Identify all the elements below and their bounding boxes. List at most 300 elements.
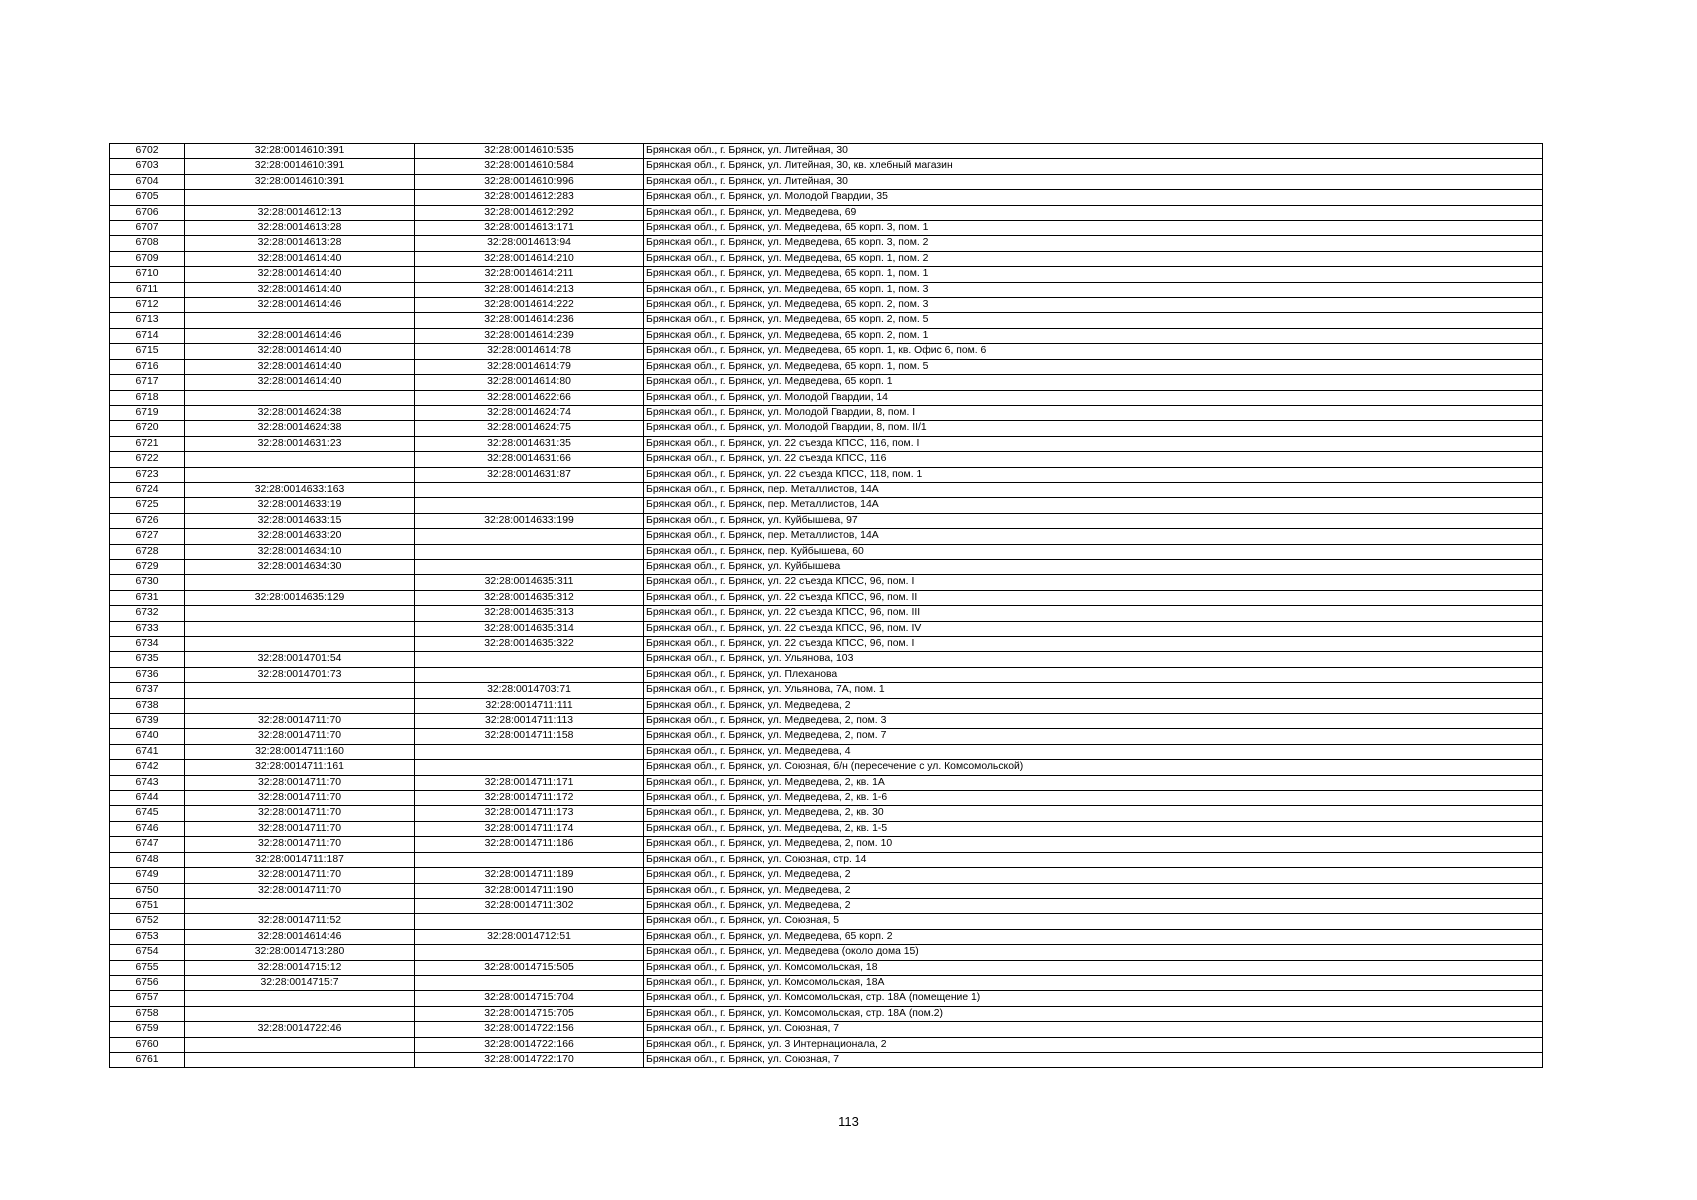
object-cadastral-number-cell: 32:28:0014715:704 xyxy=(415,991,644,1006)
table-row xyxy=(110,452,1543,467)
address-cell: Брянская обл., г. Брянск, ул. Союзная, стр. 14 xyxy=(644,852,1543,867)
address-cell: Брянская обл., г. Брянск, ул. Комсомольская, 18 xyxy=(644,960,1543,975)
land-cadastral-number-cell xyxy=(185,683,415,698)
address-cell: Брянская обл., г. Брянск, ул. Медведева (около дома 15) xyxy=(644,945,1543,960)
object-cadastral-number-cell: 32:28:0014703:71 xyxy=(415,683,644,698)
address-cell: Брянская обл., г. Брянск, ул. Литейная, 30, кв. хлебный магазин xyxy=(644,159,1543,174)
land-cadastral-number-cell xyxy=(185,637,415,652)
row-number-cell: 6736 xyxy=(110,667,185,682)
table-row xyxy=(110,421,1543,436)
object-cadastral-number-cell: 32:28:0014715:705 xyxy=(415,1006,644,1021)
table-row xyxy=(110,221,1543,236)
address-cell: Брянская обл., г. Брянск, ул. Куйбышева, 97 xyxy=(644,513,1543,528)
land-cadastral-number-cell: 32:28:0014610:391 xyxy=(185,159,415,174)
land-cadastral-number-cell: 32:28:0014614:40 xyxy=(185,267,415,282)
address-cell: Брянская обл., г. Брянск, ул. Медведева, 65 корп. 3, пом. 1 xyxy=(644,221,1543,236)
object-cadastral-number-cell: 32:28:0014614:222 xyxy=(415,298,644,313)
address-cell: Брянская обл., г. Брянск, ул. Медведева, 65 корп. 2, пом. 5 xyxy=(644,313,1543,328)
object-cadastral-number-cell: 32:28:0014631:35 xyxy=(415,436,644,451)
object-cadastral-number-cell xyxy=(415,667,644,682)
address-cell: Брянская обл., г. Брянск, ул. Медведева, 65 корп. 1, пом. 3 xyxy=(644,282,1543,297)
address-cell: Брянская обл., г. Брянск, ул. Союзная, б/н (пересечение с ул. Комсомольской) xyxy=(644,760,1543,775)
land-cadastral-number-cell: 32:28:0014711:70 xyxy=(185,791,415,806)
row-number-cell: 6729 xyxy=(110,559,185,574)
table-row xyxy=(110,821,1543,836)
object-cadastral-number-cell: 32:28:0014711:302 xyxy=(415,898,644,913)
land-cadastral-number-cell: 32:28:0014613:28 xyxy=(185,221,415,236)
land-cadastral-number-cell: 32:28:0014614:40 xyxy=(185,359,415,374)
row-number-cell: 6733 xyxy=(110,621,185,636)
table-row xyxy=(110,714,1543,729)
object-cadastral-number-cell: 32:28:0014614:210 xyxy=(415,251,644,266)
object-cadastral-number-cell xyxy=(415,975,644,990)
object-cadastral-number-cell xyxy=(415,914,644,929)
table-row xyxy=(110,975,1543,990)
land-cadastral-number-cell: 32:28:0014713:280 xyxy=(185,945,415,960)
address-cell: Брянская обл., г. Брянск, ул. Медведева, 2 xyxy=(644,898,1543,913)
land-cadastral-number-cell: 32:28:0014711:187 xyxy=(185,852,415,867)
object-cadastral-number-cell xyxy=(415,559,644,574)
table-row xyxy=(110,1052,1543,1067)
land-cadastral-number-cell: 32:28:0014711:70 xyxy=(185,837,415,852)
object-cadastral-number-cell: 32:28:0014624:75 xyxy=(415,421,644,436)
address-cell: Брянская обл., г. Брянск, ул. Медведева, 2 xyxy=(644,883,1543,898)
registry-table xyxy=(109,143,1543,1068)
land-cadastral-number-cell: 32:28:0014633:163 xyxy=(185,482,415,497)
land-cadastral-number-cell xyxy=(185,606,415,621)
land-cadastral-number-cell: 32:28:0014614:46 xyxy=(185,298,415,313)
row-number-cell: 6741 xyxy=(110,744,185,759)
row-number-cell: 6744 xyxy=(110,791,185,806)
address-cell: Брянская обл., г. Брянск, ул. Медведева, 2, пом. 10 xyxy=(644,837,1543,852)
table-row xyxy=(110,606,1543,621)
registry-table-body xyxy=(110,144,1543,1068)
row-number-cell: 6718 xyxy=(110,390,185,405)
land-cadastral-number-cell: 32:28:0014633:20 xyxy=(185,529,415,544)
table-row xyxy=(110,683,1543,698)
land-cadastral-number-cell: 32:28:0014722:46 xyxy=(185,1022,415,1037)
land-cadastral-number-cell: 32:28:0014715:7 xyxy=(185,975,415,990)
table-row xyxy=(110,1022,1543,1037)
table-row xyxy=(110,298,1543,313)
land-cadastral-number-cell xyxy=(185,452,415,467)
table-row xyxy=(110,159,1543,174)
address-cell: Брянская обл., г. Брянск, ул. 22 съезда КПСС, 96, пом. I xyxy=(644,637,1543,652)
object-cadastral-number-cell: 32:28:0014635:322 xyxy=(415,637,644,652)
row-number-cell: 6713 xyxy=(110,313,185,328)
table-row xyxy=(110,960,1543,975)
row-number-cell: 6731 xyxy=(110,590,185,605)
row-number-cell: 6753 xyxy=(110,929,185,944)
table-row xyxy=(110,637,1543,652)
land-cadastral-number-cell: 32:28:0014711:70 xyxy=(185,729,415,744)
table-row xyxy=(110,744,1543,759)
address-cell: Брянская обл., г. Брянск, ул. 22 съезда КПСС, 118, пом. 1 xyxy=(644,467,1543,482)
land-cadastral-number-cell: 32:28:0014613:28 xyxy=(185,236,415,251)
row-number-cell: 6754 xyxy=(110,945,185,960)
row-number-cell: 6735 xyxy=(110,652,185,667)
land-cadastral-number-cell: 32:28:0014614:40 xyxy=(185,282,415,297)
row-number-cell: 6717 xyxy=(110,375,185,390)
table-row xyxy=(110,513,1543,528)
land-cadastral-number-cell: 32:28:0014614:40 xyxy=(185,251,415,266)
row-number-cell: 6721 xyxy=(110,436,185,451)
table-row xyxy=(110,667,1543,682)
row-number-cell: 6739 xyxy=(110,714,185,729)
address-cell: Брянская обл., г. Брянск, ул. Ульянова, 103 xyxy=(644,652,1543,667)
object-cadastral-number-cell: 32:28:0014711:190 xyxy=(415,883,644,898)
address-cell: Брянская обл., г. Брянск, ул. Союзная, 7 xyxy=(644,1022,1543,1037)
land-cadastral-number-cell: 32:28:0014711:70 xyxy=(185,714,415,729)
address-cell: Брянская обл., г. Брянск, ул. Медведева, 2, пом. 3 xyxy=(644,714,1543,729)
object-cadastral-number-cell: 32:28:0014722:170 xyxy=(415,1052,644,1067)
object-cadastral-number-cell: 32:28:0014712:51 xyxy=(415,929,644,944)
address-cell: Брянская обл., г. Брянск, ул. Плеханова xyxy=(644,667,1543,682)
land-cadastral-number-cell: 32:28:0014701:73 xyxy=(185,667,415,682)
address-cell: Брянская обл., г. Брянск, ул. Ульянова, 7А, пом. 1 xyxy=(644,683,1543,698)
row-number-cell: 6723 xyxy=(110,467,185,482)
row-number-cell: 6708 xyxy=(110,236,185,251)
address-cell: Брянская обл., г. Брянск, пер. Металлистов, 14А xyxy=(644,529,1543,544)
row-number-cell: 6742 xyxy=(110,760,185,775)
address-cell: Брянская обл., г. Брянск, пер. Металлистов, 14А xyxy=(644,482,1543,497)
object-cadastral-number-cell xyxy=(415,482,644,497)
row-number-cell: 6759 xyxy=(110,1022,185,1037)
row-number-cell: 6761 xyxy=(110,1052,185,1067)
land-cadastral-number-cell xyxy=(185,621,415,636)
address-cell: Брянская обл., г. Брянск, ул. Медведева, 65 корп. 3, пом. 2 xyxy=(644,236,1543,251)
land-cadastral-number-cell: 32:28:0014614:40 xyxy=(185,375,415,390)
table-row xyxy=(110,267,1543,282)
address-cell: Брянская обл., г. Брянск, ул. Союзная, 5 xyxy=(644,914,1543,929)
address-cell: Брянская обл., г. Брянск, ул. 22 съезда КПСС, 116 xyxy=(644,452,1543,467)
land-cadastral-number-cell: 32:28:0014711:70 xyxy=(185,775,415,790)
table-row xyxy=(110,174,1543,189)
row-number-cell: 6704 xyxy=(110,174,185,189)
land-cadastral-number-cell: 32:28:0014610:391 xyxy=(185,174,415,189)
table-row xyxy=(110,482,1543,497)
table-row xyxy=(110,405,1543,420)
row-number-cell: 6719 xyxy=(110,405,185,420)
address-cell: Брянская обл., г. Брянск, ул. Куйбышева xyxy=(644,559,1543,574)
table-row xyxy=(110,544,1543,559)
address-cell: Брянская обл., г. Брянск, ул. Молодой Гвардии, 35 xyxy=(644,190,1543,205)
land-cadastral-number-cell xyxy=(185,1037,415,1052)
object-cadastral-number-cell: 32:28:0014622:66 xyxy=(415,390,644,405)
row-number-cell: 6756 xyxy=(110,975,185,990)
object-cadastral-number-cell: 32:28:0014614:213 xyxy=(415,282,644,297)
object-cadastral-number-cell xyxy=(415,544,644,559)
address-cell: Брянская обл., г. Брянск, ул. Медведева, 65 корп. 1, пом. 2 xyxy=(644,251,1543,266)
address-cell: Брянская обл., г. Брянск, ул. 22 съезда КПСС, 96, пом. I xyxy=(644,575,1543,590)
land-cadastral-number-cell xyxy=(185,1052,415,1067)
object-cadastral-number-cell: 32:28:0014711:113 xyxy=(415,714,644,729)
row-number-cell: 6749 xyxy=(110,868,185,883)
table-row xyxy=(110,144,1543,159)
table-row xyxy=(110,929,1543,944)
land-cadastral-number-cell xyxy=(185,390,415,405)
object-cadastral-number-cell: 32:28:0014635:311 xyxy=(415,575,644,590)
address-cell: Брянская обл., г. Брянск, ул. Медведева, 65 корп. 2, пом. 3 xyxy=(644,298,1543,313)
table-row xyxy=(110,390,1543,405)
land-cadastral-number-cell: 32:28:0014711:52 xyxy=(185,914,415,929)
land-cadastral-number-cell: 32:28:0014634:30 xyxy=(185,559,415,574)
table-row xyxy=(110,806,1543,821)
address-cell: Брянская обл., г. Брянск, ул. Комсомольская, стр. 18А (помещение 1) xyxy=(644,991,1543,1006)
row-number-cell: 6738 xyxy=(110,698,185,713)
address-cell: Брянская обл., г. Брянск, пер. Куйбышева, 60 xyxy=(644,544,1543,559)
row-number-cell: 6711 xyxy=(110,282,185,297)
row-number-cell: 6722 xyxy=(110,452,185,467)
row-number-cell: 6709 xyxy=(110,251,185,266)
object-cadastral-number-cell: 32:28:0014610:996 xyxy=(415,174,644,189)
page-number: 113 xyxy=(838,1114,859,1129)
address-cell: Брянская обл., г. Брянск, ул. Медведева, 69 xyxy=(644,205,1543,220)
land-cadastral-number-cell xyxy=(185,991,415,1006)
row-number-cell: 6724 xyxy=(110,482,185,497)
address-cell: Брянская обл., г. Брянск, ул. 3 Интернационала, 2 xyxy=(644,1037,1543,1052)
address-cell: Брянская обл., г. Брянск, ул. Молодой Гвардии, 14 xyxy=(644,390,1543,405)
address-cell: Брянская обл., г. Брянск, ул. Медведева, 65 корп. 1 xyxy=(644,375,1543,390)
table-row xyxy=(110,559,1543,574)
land-cadastral-number-cell: 32:28:0014711:70 xyxy=(185,883,415,898)
table-row xyxy=(110,991,1543,1006)
table-row xyxy=(110,729,1543,744)
address-cell: Брянская обл., г. Брянск, ул. Медведева, 2 xyxy=(644,698,1543,713)
address-cell: Брянская обл., г. Брянск, ул. Литейная, 30 xyxy=(644,174,1543,189)
land-cadastral-number-cell: 32:28:0014711:70 xyxy=(185,806,415,821)
address-cell: Брянская обл., г. Брянск, ул. Медведева, 2, пом. 7 xyxy=(644,729,1543,744)
table-row xyxy=(110,529,1543,544)
object-cadastral-number-cell xyxy=(415,498,644,513)
land-cadastral-number-cell: 32:28:0014614:46 xyxy=(185,929,415,944)
object-cadastral-number-cell: 32:28:0014614:236 xyxy=(415,313,644,328)
table-row xyxy=(110,621,1543,636)
row-number-cell: 6734 xyxy=(110,637,185,652)
row-number-cell: 6745 xyxy=(110,806,185,821)
table-row xyxy=(110,775,1543,790)
land-cadastral-number-cell: 32:28:0014634:10 xyxy=(185,544,415,559)
land-cadastral-number-cell: 32:28:0014610:391 xyxy=(185,144,415,159)
land-cadastral-number-cell: 32:28:0014635:129 xyxy=(185,590,415,605)
row-number-cell: 6751 xyxy=(110,898,185,913)
object-cadastral-number-cell: 32:28:0014711:158 xyxy=(415,729,644,744)
table-row xyxy=(110,1037,1543,1052)
land-cadastral-number-cell: 32:28:0014633:19 xyxy=(185,498,415,513)
land-cadastral-number-cell: 32:28:0014711:161 xyxy=(185,760,415,775)
row-number-cell: 6702 xyxy=(110,144,185,159)
address-cell: Брянская обл., г. Брянск, ул. Медведева, 2 xyxy=(644,868,1543,883)
row-number-cell: 6746 xyxy=(110,821,185,836)
land-cadastral-number-cell xyxy=(185,1006,415,1021)
address-cell: Брянская обл., г. Брянск, ул. Комсомольская, 18А xyxy=(644,975,1543,990)
row-number-cell: 6750 xyxy=(110,883,185,898)
address-cell: Брянская обл., г. Брянск, ул. 22 съезда КПСС, 116, пом. I xyxy=(644,436,1543,451)
row-number-cell: 6730 xyxy=(110,575,185,590)
row-number-cell: 6712 xyxy=(110,298,185,313)
row-number-cell: 6752 xyxy=(110,914,185,929)
object-cadastral-number-cell xyxy=(415,945,644,960)
address-cell: Брянская обл., г. Брянск, пер. Металлистов, 14А xyxy=(644,498,1543,513)
address-cell: Брянская обл., г. Брянск, ул. Молодой Гвардии, 8, пом. II/1 xyxy=(644,421,1543,436)
table-row xyxy=(110,837,1543,852)
table-row xyxy=(110,375,1543,390)
table-row xyxy=(110,467,1543,482)
land-cadastral-number-cell: 32:28:0014711:70 xyxy=(185,868,415,883)
table-row xyxy=(110,868,1543,883)
table-row xyxy=(110,236,1543,251)
table-row xyxy=(110,898,1543,913)
object-cadastral-number-cell: 32:28:0014711:111 xyxy=(415,698,644,713)
land-cadastral-number-cell: 32:28:0014614:46 xyxy=(185,328,415,343)
land-cadastral-number-cell: 32:28:0014715:12 xyxy=(185,960,415,975)
object-cadastral-number-cell: 32:28:0014614:239 xyxy=(415,328,644,343)
row-number-cell: 6716 xyxy=(110,359,185,374)
table-row xyxy=(110,791,1543,806)
row-number-cell: 6714 xyxy=(110,328,185,343)
address-cell: Брянская обл., г. Брянск, ул. Медведева, 65 корп. 1, пом. 5 xyxy=(644,359,1543,374)
object-cadastral-number-cell: 32:28:0014711:173 xyxy=(415,806,644,821)
address-cell: Брянская обл., г. Брянск, ул. 22 съезда КПСС, 96, пом. III xyxy=(644,606,1543,621)
object-cadastral-number-cell: 32:28:0014614:79 xyxy=(415,359,644,374)
object-cadastral-number-cell: 32:28:0014711:172 xyxy=(415,791,644,806)
object-cadastral-number-cell: 32:28:0014722:166 xyxy=(415,1037,644,1052)
land-cadastral-number-cell: 32:28:0014614:40 xyxy=(185,344,415,359)
address-cell: Брянская обл., г. Брянск, ул. Комсомольская, стр. 18А (пом.2) xyxy=(644,1006,1543,1021)
row-number-cell: 6755 xyxy=(110,960,185,975)
object-cadastral-number-cell: 32:28:0014614:80 xyxy=(415,375,644,390)
table-row xyxy=(110,883,1543,898)
table-row xyxy=(110,359,1543,374)
table-row xyxy=(110,282,1543,297)
row-number-cell: 6757 xyxy=(110,991,185,1006)
land-cadastral-number-cell: 32:28:0014701:54 xyxy=(185,652,415,667)
land-cadastral-number-cell: 32:28:0014624:38 xyxy=(185,421,415,436)
object-cadastral-number-cell: 32:28:0014631:87 xyxy=(415,467,644,482)
land-cadastral-number-cell xyxy=(185,313,415,328)
object-cadastral-number-cell: 32:28:0014633:199 xyxy=(415,513,644,528)
address-cell: Брянская обл., г. Брянск, ул. Медведева, 65 корп. 1, кв. Офис 6, пом. 6 xyxy=(644,344,1543,359)
row-number-cell: 6703 xyxy=(110,159,185,174)
row-number-cell: 6727 xyxy=(110,529,185,544)
land-cadastral-number-cell xyxy=(185,698,415,713)
object-cadastral-number-cell xyxy=(415,760,644,775)
object-cadastral-number-cell: 32:28:0014614:78 xyxy=(415,344,644,359)
row-number-cell: 6725 xyxy=(110,498,185,513)
table-row xyxy=(110,652,1543,667)
address-cell: Брянская обл., г. Брянск, ул. Медведева, 2, кв. 1-5 xyxy=(644,821,1543,836)
row-number-cell: 6706 xyxy=(110,205,185,220)
table-row xyxy=(110,190,1543,205)
object-cadastral-number-cell: 32:28:0014715:505 xyxy=(415,960,644,975)
land-cadastral-number-cell: 32:28:0014631:23 xyxy=(185,436,415,451)
object-cadastral-number-cell: 32:28:0014612:283 xyxy=(415,190,644,205)
object-cadastral-number-cell: 32:28:0014635:314 xyxy=(415,621,644,636)
row-number-cell: 6715 xyxy=(110,344,185,359)
table-row xyxy=(110,328,1543,343)
object-cadastral-number-cell: 32:28:0014635:312 xyxy=(415,590,644,605)
land-cadastral-number-cell: 32:28:0014711:70 xyxy=(185,821,415,836)
table-row xyxy=(110,698,1543,713)
object-cadastral-number-cell: 32:28:0014711:171 xyxy=(415,775,644,790)
row-number-cell: 6720 xyxy=(110,421,185,436)
object-cadastral-number-cell xyxy=(415,744,644,759)
object-cadastral-number-cell xyxy=(415,852,644,867)
table-row xyxy=(110,251,1543,266)
object-cadastral-number-cell: 32:28:0014610:535 xyxy=(415,144,644,159)
table-row xyxy=(110,205,1543,220)
row-number-cell: 6758 xyxy=(110,1006,185,1021)
table-row xyxy=(110,575,1543,590)
address-cell: Брянская обл., г. Брянск, ул. Медведева, 65 корп. 2 xyxy=(644,929,1543,944)
address-cell: Брянская обл., г. Брянск, ул. Медведева, 65 корп. 1, пом. 1 xyxy=(644,267,1543,282)
address-cell: Брянская обл., г. Брянск, ул. Медведева, 2, кв. 1А xyxy=(644,775,1543,790)
row-number-cell: 6710 xyxy=(110,267,185,282)
row-number-cell: 6707 xyxy=(110,221,185,236)
address-cell: Брянская обл., г. Брянск, ул. Медведева, 2, кв. 30 xyxy=(644,806,1543,821)
row-number-cell: 6726 xyxy=(110,513,185,528)
land-cadastral-number-cell: 32:28:0014711:160 xyxy=(185,744,415,759)
table-row xyxy=(110,436,1543,451)
row-number-cell: 6728 xyxy=(110,544,185,559)
land-cadastral-number-cell: 32:28:0014624:38 xyxy=(185,405,415,420)
table-row xyxy=(110,498,1543,513)
table-row xyxy=(110,760,1543,775)
object-cadastral-number-cell: 32:28:0014613:171 xyxy=(415,221,644,236)
object-cadastral-number-cell xyxy=(415,529,644,544)
address-cell: Брянская обл., г. Брянск, ул. Медведева, 2, кв. 1-6 xyxy=(644,791,1543,806)
table-row xyxy=(110,590,1543,605)
object-cadastral-number-cell: 32:28:0014613:94 xyxy=(415,236,644,251)
land-cadastral-number-cell: 32:28:0014612:13 xyxy=(185,205,415,220)
address-cell: Брянская обл., г. Брянск, ул. Литейная, 30 xyxy=(644,144,1543,159)
table-row xyxy=(110,914,1543,929)
object-cadastral-number-cell: 32:28:0014722:156 xyxy=(415,1022,644,1037)
land-cadastral-number-cell: 32:28:0014633:15 xyxy=(185,513,415,528)
address-cell: Брянская обл., г. Брянск, ул. Медведева, 4 xyxy=(644,744,1543,759)
address-cell: Брянская обл., г. Брянск, ул. 22 съезда КПСС, 96, пом. II xyxy=(644,590,1543,605)
row-number-cell: 6740 xyxy=(110,729,185,744)
object-cadastral-number-cell: 32:28:0014631:66 xyxy=(415,452,644,467)
land-cadastral-number-cell xyxy=(185,467,415,482)
object-cadastral-number-cell: 32:28:0014711:186 xyxy=(415,837,644,852)
address-cell: Брянская обл., г. Брянск, ул. Молодой Гвардии, 8, пом. I xyxy=(644,405,1543,420)
address-cell: Брянская обл., г. Брянск, ул. Медведева, 65 корп. 2, пом. 1 xyxy=(644,328,1543,343)
row-number-cell: 6748 xyxy=(110,852,185,867)
object-cadastral-number-cell: 32:28:0014624:74 xyxy=(415,405,644,420)
table-row xyxy=(110,313,1543,328)
row-number-cell: 6705 xyxy=(110,190,185,205)
row-number-cell: 6760 xyxy=(110,1037,185,1052)
object-cadastral-number-cell xyxy=(415,652,644,667)
object-cadastral-number-cell: 32:28:0014612:292 xyxy=(415,205,644,220)
table-row xyxy=(110,1006,1543,1021)
object-cadastral-number-cell: 32:28:0014610:584 xyxy=(415,159,644,174)
address-cell: Брянская обл., г. Брянск, ул. Союзная, 7 xyxy=(644,1052,1543,1067)
row-number-cell: 6747 xyxy=(110,837,185,852)
row-number-cell: 6737 xyxy=(110,683,185,698)
object-cadastral-number-cell: 32:28:0014711:189 xyxy=(415,868,644,883)
land-cadastral-number-cell xyxy=(185,898,415,913)
table-row xyxy=(110,344,1543,359)
land-cadastral-number-cell xyxy=(185,190,415,205)
table-row xyxy=(110,852,1543,867)
object-cadastral-number-cell: 32:28:0014635:313 xyxy=(415,606,644,621)
address-cell: Брянская обл., г. Брянск, ул. 22 съезда КПСС, 96, пом. IV xyxy=(644,621,1543,636)
row-number-cell: 6743 xyxy=(110,775,185,790)
land-cadastral-number-cell xyxy=(185,575,415,590)
row-number-cell: 6732 xyxy=(110,606,185,621)
